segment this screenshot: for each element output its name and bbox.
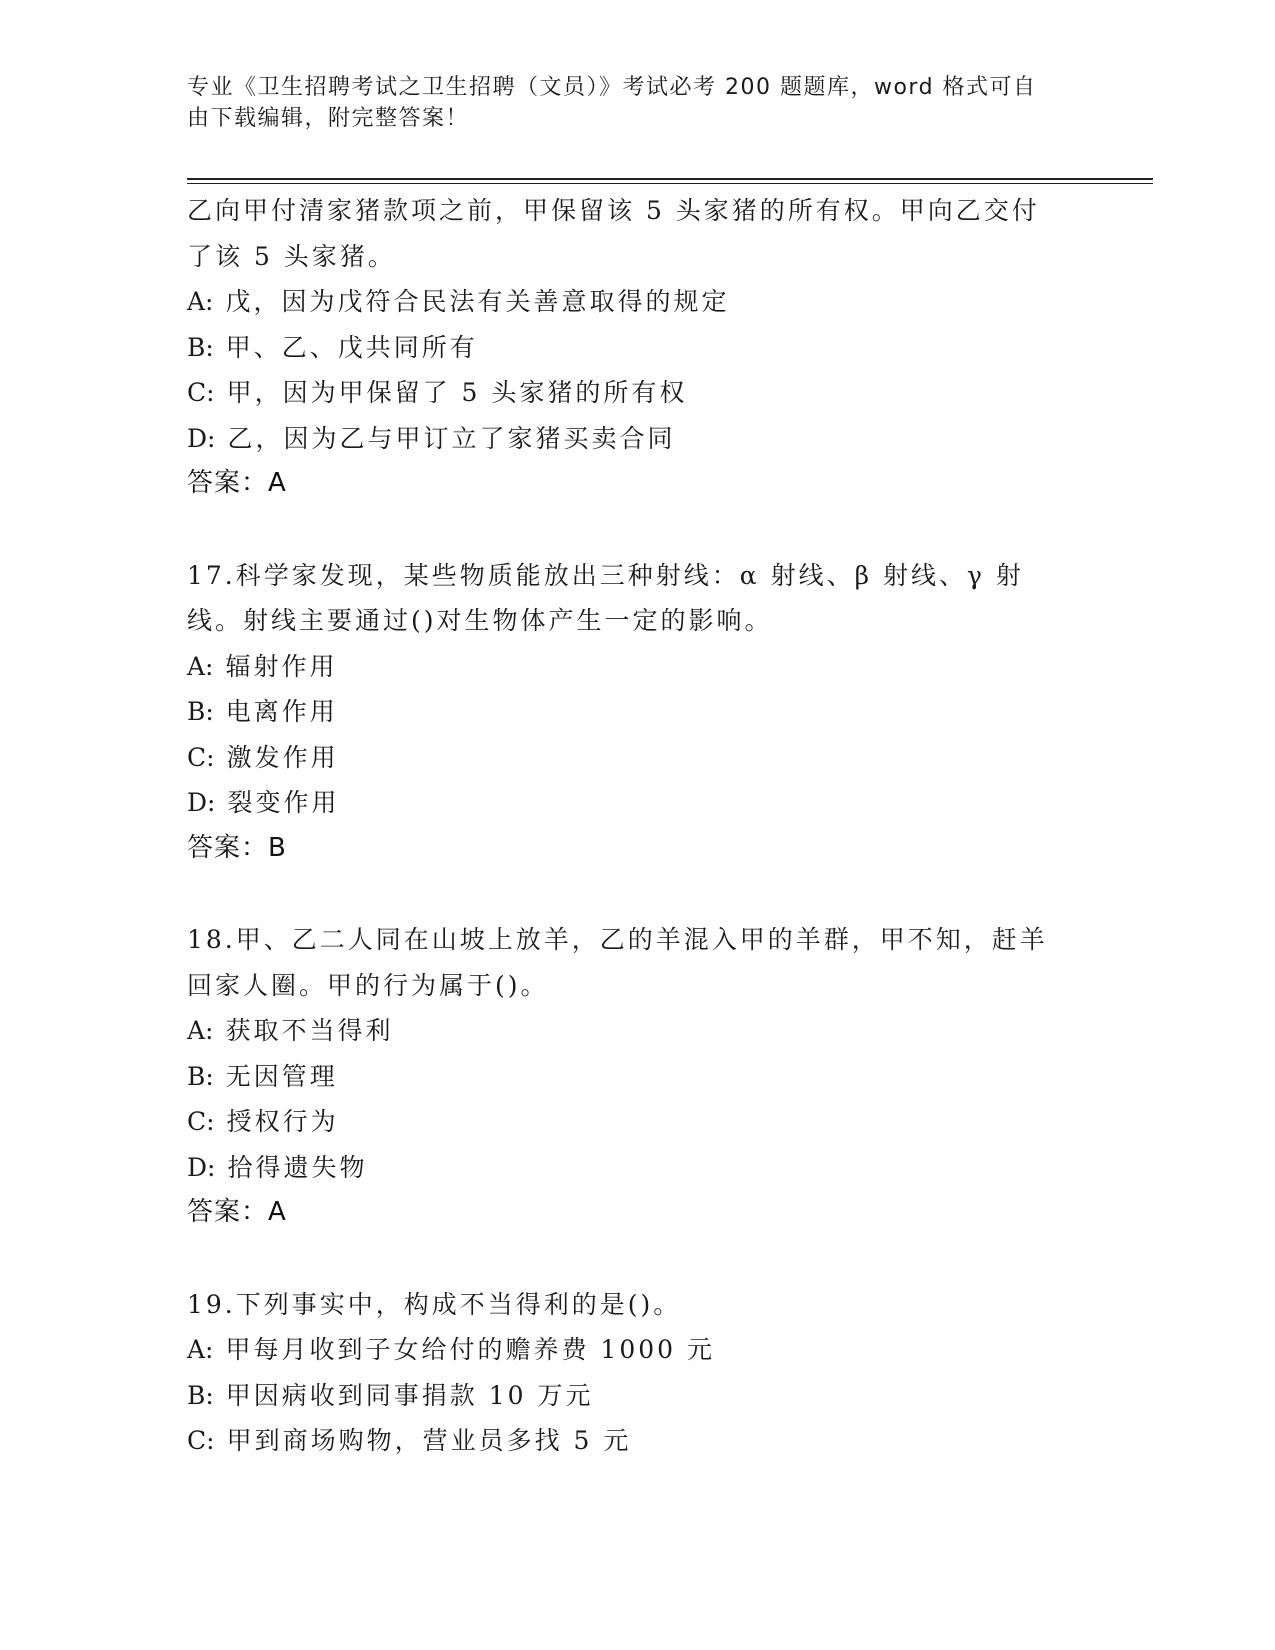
option-letter: D:: [187, 1152, 216, 1182]
header-rule-thin: [187, 183, 1153, 184]
option-text: 无因管理: [225, 1061, 338, 1091]
option-b: [187, 1373, 1067, 1419]
option-letter: B:: [187, 1380, 214, 1410]
option-b: [187, 689, 1067, 735]
option-b: [187, 1054, 1067, 1100]
spacer: [187, 507, 1067, 553]
option-d: [187, 416, 1067, 462]
option-letter: A:: [187, 651, 214, 681]
option-text: 电离作用: [225, 697, 338, 726]
stem-line: 线。射线主要通过()对生物体产生一定的影响。: [187, 606, 773, 635]
option-letter: A:: [187, 1335, 214, 1364]
option-text: 乙，因为乙与甲订立了家猪买卖合同: [227, 423, 676, 453]
option-d: [187, 1145, 1067, 1191]
option-letter: C:: [187, 1107, 215, 1136]
question-stem: [187, 188, 1067, 279]
option-c: [187, 370, 1067, 416]
option-text: 甲因病收到同事捐款 10 万元: [225, 1380, 594, 1410]
question-stem: [187, 1282, 1067, 1328]
answer-line: 答案：A: [187, 1197, 287, 1227]
option-a: [187, 279, 1067, 325]
option-c: [187, 1099, 1067, 1145]
option-text: 授权行为: [226, 1107, 339, 1136]
option-text: 戊，因为戊符合民法有关善意取得的规定: [225, 287, 730, 316]
option-text: 拾得遗失物: [227, 1152, 368, 1182]
answer-line: 答案：A: [187, 468, 287, 498]
question-block-17: [187, 553, 1067, 872]
option-letter: A:: [187, 1016, 214, 1045]
question-block-19: [187, 1282, 1067, 1464]
option-c: [187, 735, 1067, 781]
option-text: 甲每月收到子女给付的赡养费 1000 元: [225, 1335, 716, 1364]
question-stem: [187, 553, 1067, 644]
option-c: [187, 1418, 1067, 1464]
spacer: [187, 871, 1067, 917]
stem-line: 乙向甲付清家猪款项之前，甲保留该 5 头家猪的所有权。甲向乙交付: [187, 196, 1040, 225]
spacer: [187, 1236, 1067, 1282]
option-a: [187, 1327, 1067, 1373]
option-text: 甲，因为甲保留了 5 头家猪的所有权: [226, 378, 688, 407]
option-text: 甲到商场购物，营业员多找 5 元: [226, 1426, 632, 1455]
stem-line: 了该 5 头家猪。: [187, 241, 396, 271]
question-list: [187, 188, 1067, 1464]
option-text: 甲、乙、戊共同所有: [225, 332, 478, 362]
option-text: 裂变作用: [227, 788, 340, 817]
option-letter: B:: [187, 697, 214, 726]
option-text: 激发作用: [226, 742, 339, 772]
header-line-1: 专业《卫生招聘考试之卫生招聘（文员）》考试必考 200 题题库，word 格式可自: [187, 75, 1037, 100]
option-letter: B:: [187, 1061, 214, 1091]
option-text: 获取不当得利: [225, 1016, 394, 1045]
answer-line: 答案：B: [187, 832, 287, 863]
stem-line: 18.甲、乙二人同在山坡上放羊，乙的羊混入甲的羊群，甲不知，赶羊: [187, 925, 1048, 954]
option-letter: D:: [187, 423, 216, 453]
question-block-18: [187, 917, 1067, 1236]
option-letter: B:: [187, 332, 214, 362]
option-letter: A:: [187, 287, 214, 316]
option-a: [187, 644, 1067, 690]
option-text: 辐射作用: [225, 651, 338, 681]
stem-line: 17.科学家发现，某些物质能放出三种射线：α 射线、β 射线、γ 射: [187, 560, 1024, 590]
option-letter: C:: [187, 378, 215, 407]
stem-line: 回家人圈。甲的行为属于()。: [187, 970, 549, 1000]
option-a: [187, 1008, 1067, 1054]
option-letter: C:: [187, 1426, 215, 1455]
header-line-2: 由下载编辑，附完整答案！: [187, 106, 470, 131]
header-rule-thick: [187, 178, 1153, 180]
option-b: [187, 325, 1067, 371]
question-stem: [187, 917, 1067, 1008]
question-block-continued: [187, 188, 1067, 507]
document-header: [187, 72, 1067, 134]
option-d: [187, 780, 1067, 826]
option-letter: D:: [187, 788, 216, 817]
option-letter: C:: [187, 742, 215, 772]
stem-line: 19.下列事实中，构成不当得利的是()。: [187, 1289, 682, 1319]
